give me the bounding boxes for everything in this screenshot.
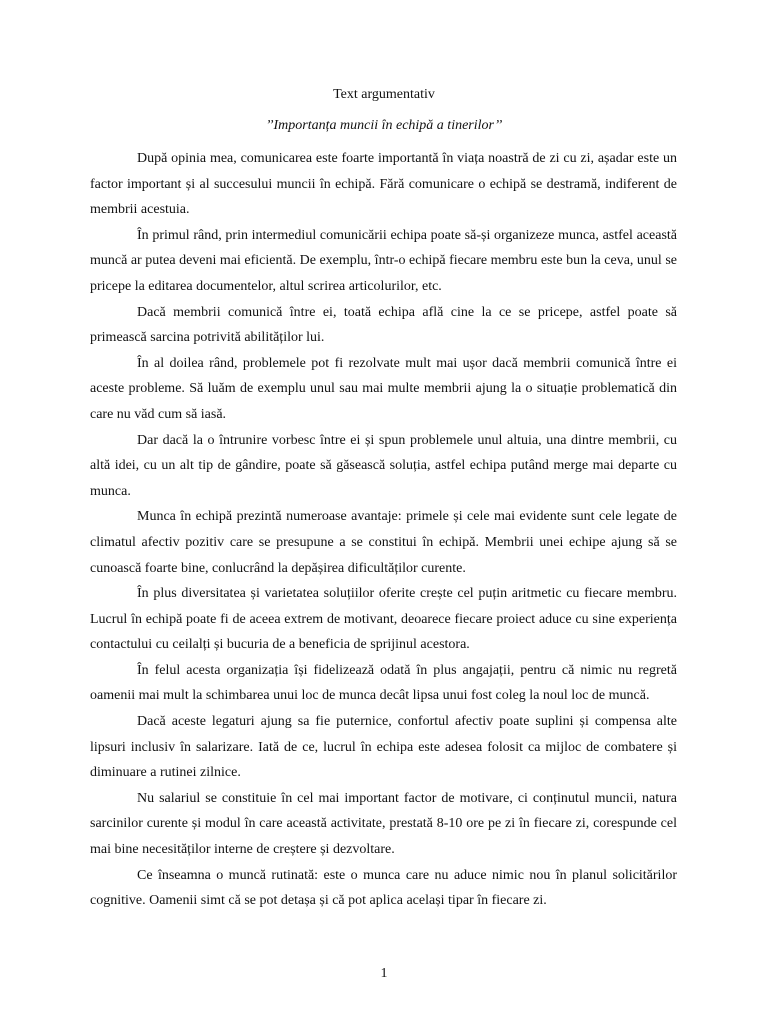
paragraph-8: În felul acesta organizația își fidelizează odată în plus angajații, pentru că nimic nu regretă oamenii mai mult la schimbarea unui loc de munca decât lipsa unui fost coleg la noul loc de muncă.: [90, 662, 677, 704]
paragraph-1: După opinia mea, comunicarea este foarte importantă în viața noastră de zi cu zi, așadar este un factor important și al succesului muncii în echipă. Fără comunicare o echipă se destramă, indiferent de membrii acestuia.: [90, 151, 677, 218]
paragraph-9: Dacă aceste legaturi ajung sa fie puternice, confortul afectiv poate suplini și compensa alte lipsuri inclusiv în salarizare. Iată de ce, lucrul în echipa este adesea folosit ca mijloc de combatere și diminuare a rutinei zilnice.: [90, 714, 677, 781]
paragraph-7: În plus diversitatea și varietatea soluțiilor oferite crește cel puțin aritmetic cu fiecare membru. Lucrul în echipă poate fi de aceea extrem de motivant, deoarece fiecare proiect aduce cu sine experiența contactului cu ceilalți și bucuria de a beneficia de sprijinul acestora.: [90, 586, 677, 653]
paragraph-11: Ce înseamna o muncă rutinată: este o munca care nu aduce nimic nou în planul solicitărilor cognitive. Oamenii simt că se pot detașa și că pot aplica același tipar în fiecare zi.: [90, 867, 677, 909]
paragraph-4: În al doilea rând, problemele pot fi rezolvate mult mai ușor dacă membrii comunică între ei aceste probleme. Să luăm de exemplu unul sau mai multe membrii ajung la o situație problematică din care nu văd cum să iasă.: [90, 355, 677, 422]
document-body: [90, 146, 677, 914]
paragraph-5: Dar dacă la o întrunire vorbesc între ei și spun problemele unul altuia, una dintre membrii, cu altă idei, cu un alt tip de gândire, poate să găsească soluția, astfel echipa putând merge mai departe cu munca.: [90, 432, 677, 499]
paragraph-3: Dacă membrii comunică între ei, toată echipa află cine la ce se pricepe, astfel poate să primească sarcina potrivită abilităților lui.: [90, 304, 677, 346]
document-title: Text argumentativ: [333, 87, 435, 102]
page-number: 1: [380, 966, 388, 981]
paragraph-2: În primul rând, prin intermediul comunicării echipa poate să-și organizeze munca, astfel această muncă ar putea deveni mai eficientă. De exemplu, într-o echipă fiecare membru este bun la ceva, unul se pricepe la editarea documentelor, altul scrirea articolurilor, etc.: [90, 227, 677, 294]
document-subtitle: ’’Importanța muncii în echipă a tinerilor’’: [265, 118, 503, 133]
paragraph-10: Nu salariul se constituie în cel mai important factor de motivare, ci conținutul muncii, natura sarcinilor curente și modul în care această activitate, prestată 8-10 ore pe zi în fiecare zi, corespunde cel mai bine necesităților interne de creștere și dezvoltare.: [90, 790, 677, 858]
paragraph-6: Munca în echipă prezintă numeroase avantaje: primele și cele mai evidente sunt cele legate de climatul afectiv pozitiv care se presupune a se constitui în echipă. Membrii unei echipe ajung să se cunoască foarte bine, conlucrând la depășirea dificultăților curente.: [90, 509, 677, 576]
